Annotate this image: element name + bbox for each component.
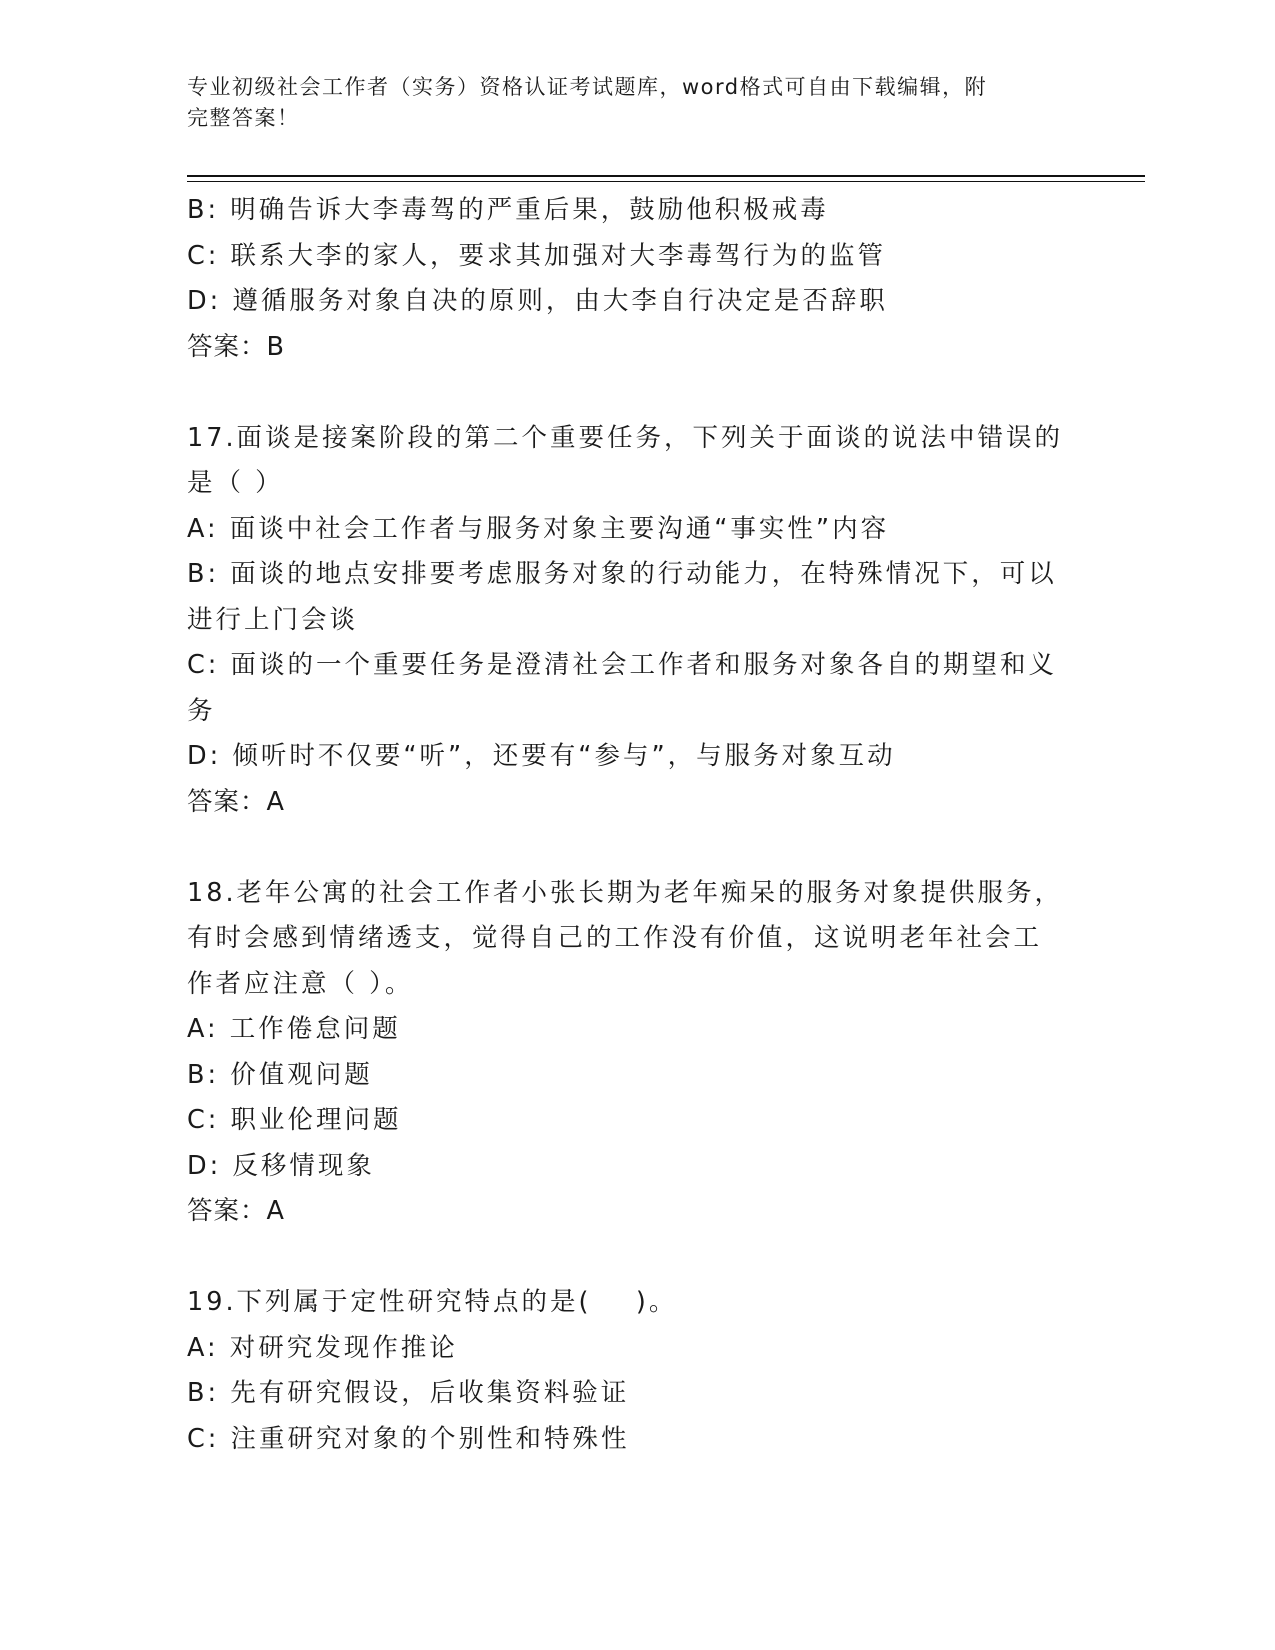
q18-option-a: A: 工作倦怠问题 <box>187 1014 401 1044</box>
question-19 <box>187 1280 1067 1462</box>
document-header <box>187 72 1067 134</box>
q17-stem-line-1: 17.面谈是接案阶段的第二个重要任务，下列关于面谈的说法中错误的 <box>187 422 1064 453</box>
q18-option-c: C: 职业伦理问题 <box>187 1105 402 1135</box>
q17-stem-line-2: 是（ ） <box>187 468 284 498</box>
q17-option-b-line-1: B: 面谈的地点安排要考虑服务对象的行动能力，在特殊情况下，可以 <box>187 559 1057 589</box>
q18-stem-line-3: 作者应注意（ ）。 <box>187 968 414 999</box>
q17-answer: 答案：A <box>187 786 285 817</box>
q17-option-d: D: 倾听时不仅要“听”，还要有“参与”，与服务对象互动 <box>187 741 896 771</box>
q19-option-c: C: 注重研究对象的个别性和特殊性 <box>187 1423 630 1454</box>
q18-option-d: D: 反移情现象 <box>187 1150 375 1181</box>
document-body <box>187 188 1067 1462</box>
q19-option-b: B: 先有研究假设，后收集资料验证 <box>187 1378 630 1408</box>
q19-option-a: A: 对研究发现作推论 <box>187 1332 458 1363</box>
spacer <box>187 370 1067 416</box>
question-18 <box>187 871 1067 1235</box>
spacer <box>187 825 1067 871</box>
q16-option-b: B: 明确告诉大李毒驾的严重后果，鼓励他积极戒毒 <box>187 195 829 225</box>
q16-option-c: C: 联系大李的家人，要求其加强对大李毒驾行为的监管 <box>187 240 887 271</box>
q18-option-b: B: 价值观问题 <box>187 1059 373 1090</box>
header-rule-thick <box>187 175 1145 177</box>
q17-option-c-line-1: C: 面谈的一个重要任务是澄清社会工作者和服务对象各自的期望和义 <box>187 650 1058 680</box>
spacer <box>187 1235 1067 1281</box>
q17-option-b-line-2: 进行上门会谈 <box>187 604 359 635</box>
q17-option-a: A: 面谈中社会工作者与服务对象主要沟通“事实性”内容 <box>187 513 890 544</box>
question-17 <box>187 416 1067 826</box>
q18-stem-line-2: 有时会感到情绪透支，觉得自己的工作没有价值，这说明老年社会工 <box>187 923 1043 953</box>
q18-answer: 答案：A <box>187 1196 285 1226</box>
q17-option-c-line-2: 务 <box>187 695 216 726</box>
header-line-2: 完整答案！ <box>187 106 300 130</box>
q18-stem-line-1: 18.老年公寓的社会工作者小张长期为老年痴呆的服务对象提供服务， <box>187 877 1064 908</box>
header-line-1: 专业初级社会工作者（实务）资格认证考试题库，word格式可自由下载编辑，附 <box>187 75 988 99</box>
q16-answer: 答案：B <box>187 331 285 362</box>
q19-stem-line-1: 19.下列属于定性研究特点的是( )。 <box>187 1287 678 1317</box>
question-16 <box>187 188 1067 370</box>
q16-option-d: D: 遵循服务对象自决的原则，由大李自行决定是否辞职 <box>187 286 888 316</box>
header-rule-thin <box>187 181 1145 182</box>
